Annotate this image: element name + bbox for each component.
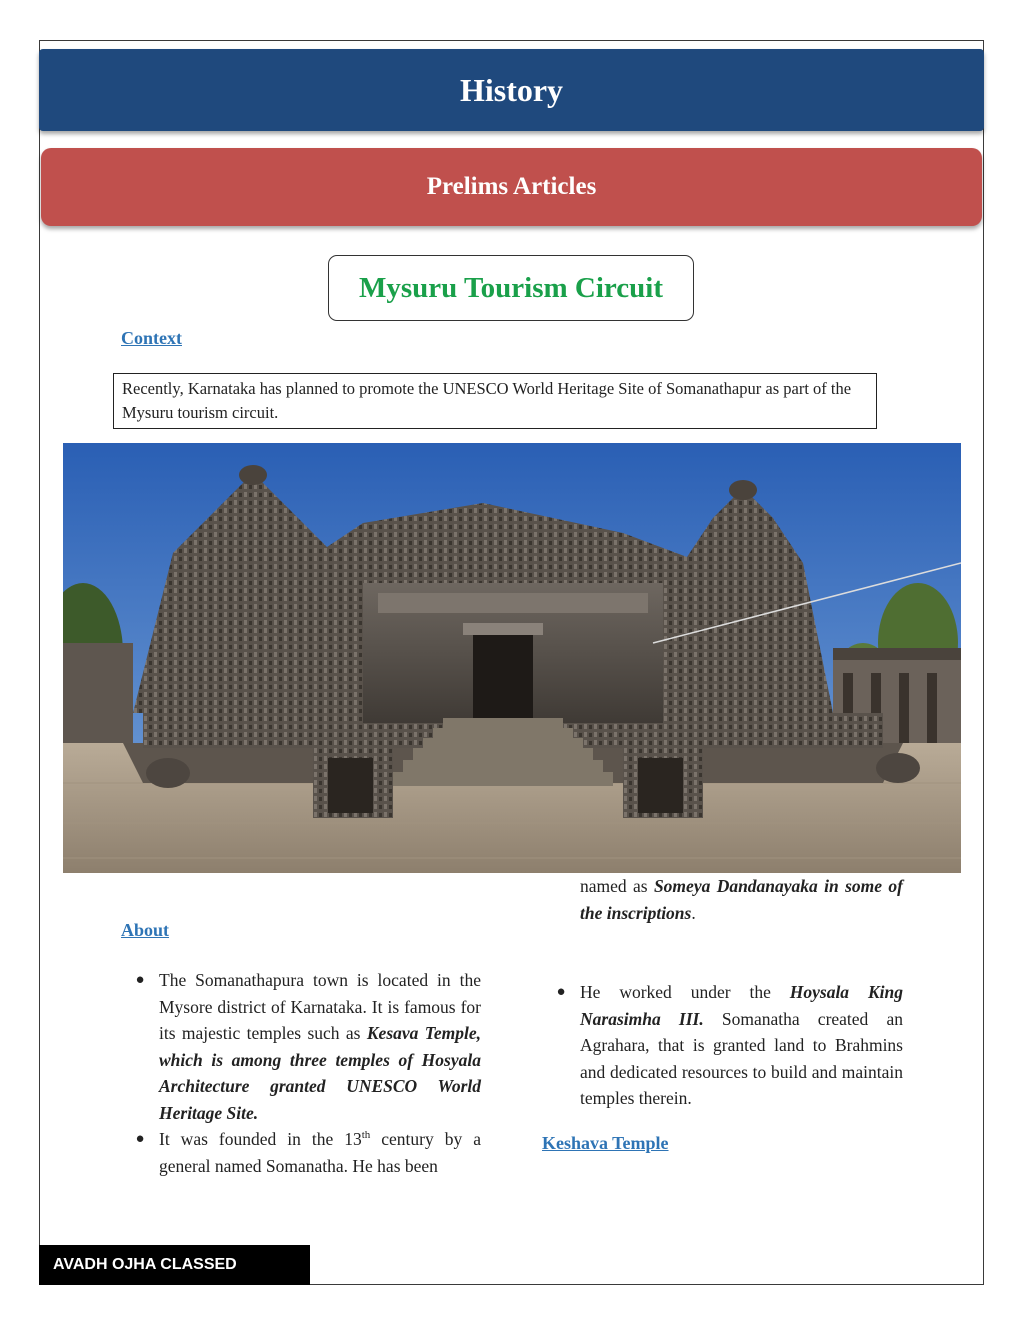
about-heading: About bbox=[121, 920, 170, 940]
bullet-item bbox=[542, 979, 903, 1112]
bullet-dot: ● bbox=[135, 1131, 145, 1147]
subject-banner bbox=[39, 49, 984, 131]
category-banner bbox=[41, 148, 982, 226]
bullet1-text: The Somanathapura town is located in the Mysore district of Karnataka. It is famous for its majestic temples such as bbox=[159, 970, 481, 1043]
bullet3-text-b: Somanatha created an Agrahara, that is granted land to Brahmins and dedicated resources to build and maintain temples therein. bbox=[580, 1008, 903, 1108]
bullet-item bbox=[121, 1126, 481, 1179]
bullet3-bold: Hoysala King Narasimha III. bbox=[580, 982, 903, 1029]
bullet-item bbox=[121, 967, 481, 1126]
bullet1-bold: Kesava Temple, which is among three temples of Hosyala Architecture granted UNESCO World Heritage Site. bbox=[159, 1023, 481, 1123]
article-title: Mysuru Tourism Circuit bbox=[358, 271, 663, 304]
subject-title: History bbox=[459, 71, 564, 108]
bullet2-text-a: It was founded in the 13 bbox=[159, 1129, 362, 1149]
keshava-heading: Keshava Temple bbox=[542, 1133, 669, 1153]
context-heading: Context bbox=[121, 328, 182, 348]
right-column bbox=[542, 979, 903, 1112]
footer-brand: AVADH OJHA CLASSED bbox=[53, 1256, 237, 1273]
left-column bbox=[121, 967, 481, 1179]
bullet-dot: ● bbox=[135, 972, 145, 988]
continuation-text: named as bbox=[580, 876, 654, 896]
right-column-continuation bbox=[580, 873, 903, 926]
temple-photo bbox=[63, 443, 961, 873]
bullet2-sup: th bbox=[361, 1129, 371, 1142]
category-title: Prelims Articles bbox=[426, 173, 597, 200]
continuation-end: . bbox=[691, 902, 696, 923]
context-box: Recently, Karnataka has planned to promote the UNESCO World Heritage Site of Somanathapur as part of the Mysuru tourism circuit. bbox=[113, 373, 877, 429]
footer-brand-bar bbox=[39, 1245, 310, 1285]
bullet3-text-a: He worked under the bbox=[580, 982, 790, 1002]
bullet-dot: ● bbox=[556, 984, 566, 1000]
article-title-box bbox=[328, 255, 694, 321]
bullet2-text-b: century by a general named Somanatha. He has been bbox=[159, 1129, 481, 1176]
continuation-bold: Someya Dandanayaka in some of the inscriptions bbox=[580, 876, 903, 923]
